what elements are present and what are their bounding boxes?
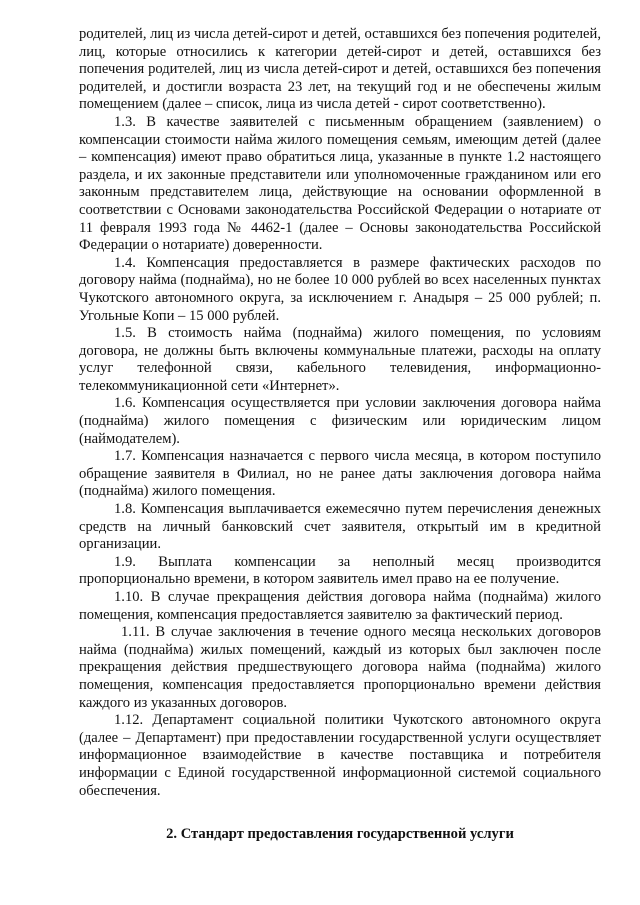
paragraph-1-11: 1.11. В случае заключения в течение одного месяца нескольких договоров найма (поднайма) жилых помещений, каждый из которых был заключен после прекращения действия предшествующего договора найма (поднайма) жилого помещения, компенсация предоставляется пропорционально времени действия каждого из указанных договоров. (79, 624, 601, 711)
paragraph-1-10: 1.10. В случае прекращения действия договора найма (поднайма) жилого помещения, компенсация предоставляется заявителю за фактический период. (79, 589, 601, 623)
document-body (79, 26, 601, 800)
paragraph-1-7: 1.7. Компенсация назначается с первого числа месяца, в котором поступило обращение заявителя в Филиал, но не ранее даты заключения договора найма (поднайма) жилого помещения. (79, 448, 601, 500)
paragraph-1-5: 1.5. В стоимость найма (поднайма) жилого помещения, по условиям договора, не должны быть включены коммунальные платежи, расходы на оплату услуг телефонной связи, кабельного телевидения, информационно-телекоммуникационной сети «Интернет». (79, 325, 601, 394)
paragraph-1-6: 1.6. Компенсация осуществляется при условии заключения договора найма (поднайма) жилого помещения с физическим или юридическим лицом (наймодателем). (79, 395, 601, 447)
paragraph-1-12: 1.12. Департамент социальной политики Чукотского автономного округа (далее – Департамент) при предоставлении государственной услуги осуществляет информационное взаимодействие в качестве поставщика и потребителя информации с Единой государственной информационной системой социального обеспечения. (79, 712, 601, 799)
paragraph-1-8: 1.8. Компенсация выплачивается ежемесячно путем перечисления денежных средств на личный банковский счет заявителя, открытый им в кредитной организации. (79, 501, 601, 553)
paragraph-continuation: родителей, лиц из числа детей-сирот и детей, оставшихся без попечения родителей, лиц, которые относились к категории детей-сирот и детей, оставшихся без попечения родителей, лиц из числа детей-сирот и детей, оставшихся без попечения родителей, и достигли возраста 23 лет, на текущий год и не обеспечены жилым помещением (далее – список, лица из числа детей - сирот соответственно). (79, 26, 601, 113)
section-heading: 2. Стандарт предоставления государственной услуги (166, 826, 514, 842)
paragraph-1-3: 1.3. В качестве заявителей с письменным обращением (заявлением) о компенсации стоимости найма жилого помещения семьям, имеющим детей (далее – компенсация) имеют право обратиться лица, указанные в пункте 1.2 настоящего раздела, и их законные представители или уполномоченные гражданином или его законным представителем лица, действующие на основании оформленной в соответствии с Основами законодательства Российской Федерации о нотариате от 11 февраля 1993 года № 4462-1 (далее – Основы законодательства Российской Федерации о нотариате) доверенности. (79, 113, 601, 254)
paragraph-1-9: 1.9. Выплата компенсации за неполный месяц производится пропорционально времени, в котором заявитель имел право на ее получение. (79, 553, 601, 588)
paragraph-1-4: 1.4. Компенсация предоставляется в размере фактических расходов по договору найма (поднайма), но не более 10 000 рублей во всех населенных пунктах Чукотского автономного округа, за исключением г. Анадыря – 25 000 рублей; п. Угольные Копи – 15 000 рублей. (79, 254, 601, 324)
